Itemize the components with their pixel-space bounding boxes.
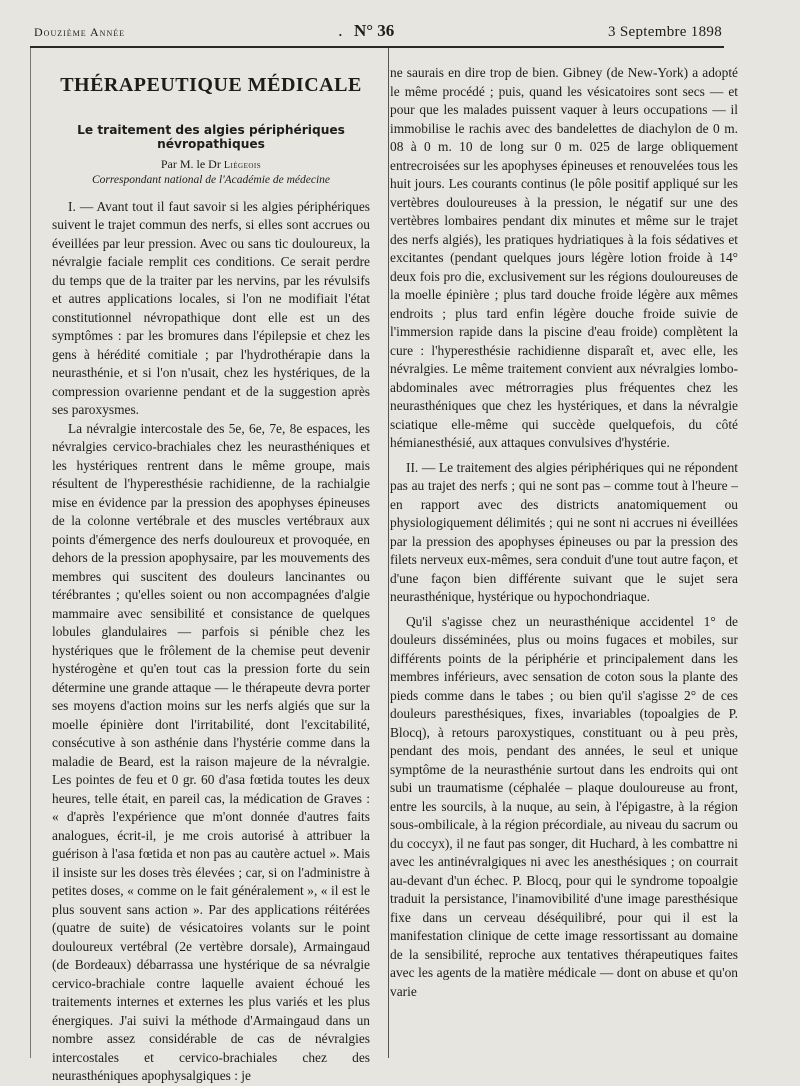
byline — [52, 157, 370, 173]
issue-number — [339, 21, 395, 41]
left-column — [52, 64, 370, 1086]
right-column — [390, 64, 738, 1001]
page-edge-rule — [30, 48, 31, 1058]
paragraph-4: Qu'il s'agisse chez un neurasthénique accidentel 1° de douleurs disséminées, plus ou moins fugaces et mobiles, sur différents points de la périphérie et principalement dans les membres inférieurs, avec sensation de coton sous la plante des pieds comme dans le tabes ; ou bien qu'il s'agisse 2° de ces douleurs paresthésiques, fixes, invariables (topoalgies de P. Blocq), à retours paroxystiques, constituant ou à peu près, pendant des mois, pendant des années, le seul et unique symptôme de la neurasthénie surtout dans les endroits qui ont subi un traumatisme (céphalée – plaque douloureuse au front, entre les sourcils, à la nuque, au sein, à l'épigastre, à la région sous-ombilicale, à la région précordiale, au niveau du sacrum ou du coccyx), il ne faut pas songer, dit Huchard, à les combattre ni avec les antinévralgiques ni avec les anesthésiques ; on courrait au-devant d'un échec. P. Blocq, pour qui le syndrome topoalgie traduit la persistance, l'inamovibilité d'une image paresthésique fixe dans un cerveau déséquilibré, pour qui il est la manifestation clinique de cette image ressortissant au domaine de la sensibilité, reproche aux tentatives thérapeutiques faites avec les agents de la matière médicale — dont on abuse et qu'on varie — [390, 613, 738, 999]
running-head — [34, 21, 722, 43]
paragraph-2: La névralgie intercostale des 5e, 6e, 7e, 8e espaces, les névralgies cervico-brachiales chez les neurasthéniques et les hystériques rentrent dans le même groupe, mais résultent de l'hyperesthésie rachidienne, de la rachialgie mise en évidence par la pression des apophyses épineuses de la colonne vertébrale et des muscles vertébraux aux points d'émergence des nerfs douloureux et provoquée, en dehors de la pression apophysaire, par les mouvements des membres qui suscitent des douleurs lancinantes ou térébrantes ; qu'elles soient ou non accompagnées d'algie mammaire avec sensibilité et consistance de quelques lobules glandulaires — parfois si pénible chez les hystériques que le frôlement de la chemise peut devenir hystérogène et qu'en tout cas la pression forte du sein détermine une grande attaque — le thérapeute devra porter ses moyens d'action moins sur les nerfs algiés que sur la moelle épinière dont l'irritabilité, dont l'excitabilité, consécutive à son asthénie dans l'hystérie comme dans la maladie de Beard, est la raison majeure de la névralgie. Les pointes de feu et 0 gr. 60 d'asa fœtida toutes les deux heures, telle était, en pareil cas, la médication de Graves : « d'après l'expérience que m'ont donnée d'autres faits analogues, écrit-il, je me crois autorisé à attribuer la guérison à l'asa fœtida et non pas au cautère actuel ». Mais il insiste sur les doses très élevées ; car, si on l'administre à petites doses, « comme on le fait généralement », « il est le plus souvent sans action ». Par des applications réitérées (quatre de suite) de vésicatoires volants sur le point douloureux vertébral (2e vertèbre dorsale), Armaingaud (de Bordeaux) débarrassa une hystérique de sa névralgie cervico-brachiale contre laquelle avaient échoué les traitements internes et externes les plus variés et les plus énergiques. J'ai suivi la méthode d'Armaingaud dans un nombre assez considérable de cas de névralgies intercostales et cervico-brachiales chez des neurasthéniques apophysalgiques : je — [52, 420, 370, 1083]
section-title: THÉRAPEUTIQUE MÉDICALE — [60, 74, 362, 96]
column-divider — [388, 48, 389, 1058]
issue-date: 3 Septembre 1898 — [608, 24, 722, 40]
separator-dot: . — [338, 24, 342, 39]
paragraph-2-continued: ne saurais en dire trop de bien. Gibney (de New-York) a adopté le même procédé ; puis, quand les vésicatoires sont secs — et pour que les malades puissent vaquer à leurs occupations — il immobilise le rachis avec des bandelettes de diachylon de 0 m. 08 à 0 m. 10 de long sur 0 m. 025 de large obliquement entrecroisées sur les apophyses épineuses et renouvelées tous les huit jours. Les courants continus (le pôle positif appliqué sur les vertèbres douloureuses à la pression, le négatif sur une des vertèbres lombaires pendant dix minutes et même sur le trajet des nerfs algiés), les pratiques hydriatiques à la fois sédatives et excitantes (pendant quelques jours légère lotion froide à 14° deux fois pro die, exclusivement sur les régions douloureuses de la moelle épinière ; plus tard douche froide légère aux mêmes endroits ; plus tard enfin légère douche froide suivie de l'immersion rapide dans la piscine d'eau froide) complètent la cure : l'hyperesthésie rachidienne disparaît et, avec elle, les névralgies. Le même traitement convient aux névralgies lombo-abdominales avec métrorragies plus fréquentes chez les neurasthéniques que chez les hystériques, et dans la névralgie sciatique elle-même qui succède quelquefois, du côté hémianesthésié, aux attaques convulsives d'hystérie. — [390, 65, 738, 450]
article-title: Le traitement des algies périphériques névropathiques — [77, 122, 345, 151]
paragraph-3: II. — Le traitement des algies périphériques qui ne répondent pas au trajet des nerfs ; qui ne sont pas – comme tout à l'heure – en rapport avec des districts anatomiquement ou physiologiquement délimités ; qui ne sont ni accrues ni éveillées par la pression des apophyses épineuses ou par la pression des filets nerveux eux-mêmes, sera conduit d'une tout autre façon, et d'une façon bien différente suivant que le sujet sera neurasthénique, hystérique ou hypochondriaque. — [390, 459, 738, 604]
byline-role: Correspondant national de l'Académie de médecine — [91, 173, 331, 186]
volume-label: Douzième Année — [34, 25, 125, 39]
header-rule — [30, 46, 724, 48]
paragraph-1: I. — Avant tout il faut savoir si les algies périphériques suivent le trajet commun des nerfs, si elles sont accrues ou éveillées par leur pression. Avec ou sans tic douloureux, la névralgie faciale remplit ces conditions. Ce serait perdre du temps que de la traiter par les nervins, par les révulsifs et autres applications locales, si l'on ne modifiait l'état constitutionnel névropathique dont elle est un des symptômes : par les bromures dans l'épilepsie et chez les gens à hérédité comitiale ; par l'hydrothérapie dans la neurasthénie, et si l'on n'usait, chez les hystériques, de la compression ovarienne pendant et de la suggestion après ses paroxysmes. — [52, 198, 370, 417]
byline-author: Liégeois — [223, 159, 262, 171]
byline-prefix: Par M. le Dr — [160, 156, 221, 171]
issue-number-text: N° 36 — [353, 21, 395, 40]
